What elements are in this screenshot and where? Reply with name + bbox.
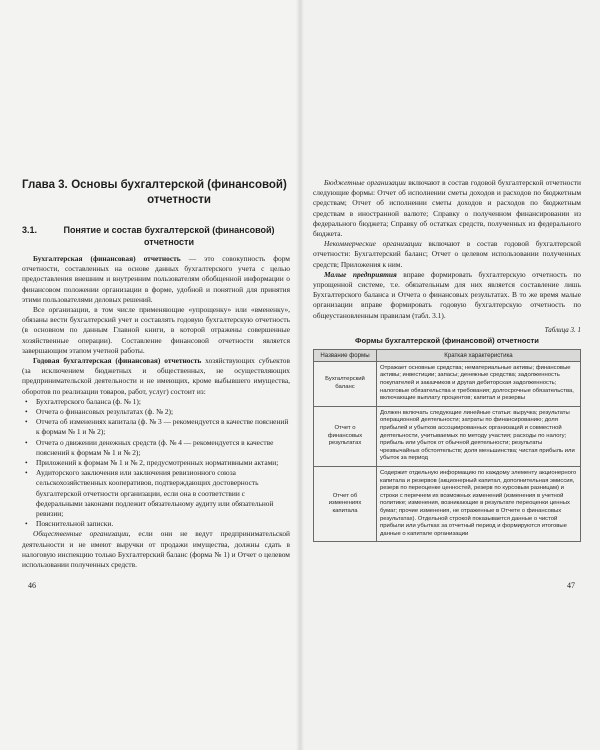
table-title: Формы бухгалтерской (финансовой) отчетности (355, 335, 539, 345)
list-item: • Приложений к формам № 1 и № 2, предусмотренных нормативными актами; (36, 458, 290, 468)
paragraph-text: , если они не ведут предпринимательской деятельности и не имеют выручки от продажи имущества, должны сдать в налоговую инспекцию только Бухгалтерский баланс (форма № 1) и Отчет о целевом использовании полученных средств. (22, 529, 291, 570)
chapter-number: Глава 3. (22, 179, 68, 191)
paragraph-text: хозяйствующих субъектов (за исключением бюджетных и общественных, не осуществляющих предпринимательской деятельности и не имеющих, кроме выбывшего имущества, оборотов по реализации товаров, работ, услуг) состоит из: (22, 356, 290, 396)
column-header-form-name: Название формы (314, 349, 377, 361)
list-item: • Бухгалтерского баланса (ф. № 1); (36, 397, 290, 407)
paragraph-organizations: Все организации, в том числе применяющие «упрощенку» или «вмененку», обязаны вести бухгалтерский учет и составлять годовую бухгалтерскую отчетность (в основном по данным Главной книги, в которой отражены совершенные хозяйственные операции). Составление финансовой отчетности является завершающим этапом учетной работы. (22, 305, 290, 355)
paragraph-text: включают в состав годовой бухгалтерской отчетности следующие формы: Отчет об исполнении сметы доходов и расходов по бюджетным средствам; Отчет об исполнении сметы доходов и расходов по бюджетным средствам в иностранной валюте; Справку о полученном финансировании из федерального бюджета; Справку об остатках средств, полученных из федерального бюджета. (313, 178, 581, 239)
page-number-left: 46 (28, 581, 36, 590)
reporting-forms-list (22, 397, 290, 530)
chapter-title: Основы бухгалтерской (финансовой) отчетности (71, 179, 287, 206)
paragraph-public-organizations (22, 529, 290, 570)
form-name-cell: Отчет об изменениях капитала (314, 466, 377, 541)
paragraph-text: вправе формировать бухгалтерскую отчетность по упрощенной системе, т.е. обязательным для них является составление лишь Бухгалтерского баланса и Отчета о финансовых результатах. В то же время малые организации вправе формировать годовую бухгалтерскую отчетность по общеустановленным правилам (табл. 3.1). (313, 269, 581, 320)
form-description-cell: Отражает основные средства; нематериальные активы; финансовые активы; инвестиции; запасы; денежные средства; задолженность покупателей и заказчиков и другая дебиторская задолженность; налоговые обязательства и требования; долгосрочные обязательства, включающие выплату процентов; капитал и резервы (377, 361, 581, 406)
list-item: • Отчета о финансовых результатах (ф. № 2); (36, 407, 290, 417)
form-name-cell: Отчет о финансовых результатах (314, 406, 377, 466)
term-small-enterprises: Малые предприятия (324, 269, 397, 279)
paragraph-text: включают в состав годовой бухгалтерской отчетности: Бухгалтерский баланс; Отчет о целевом использовании полученных средств; Приложения к ним. (313, 239, 581, 269)
list-item: • Отчета об изменениях капитала (ф. № 3 — рекомендуется в качестве пояснений к формам № 1 и № 2); (36, 417, 290, 437)
right-column (313, 178, 581, 542)
paragraph-nonprofit-organizations (313, 239, 581, 270)
form-description-cell: Должен включать следующие линейные статьи: выручка; результаты операционной деятельности; затраты по финансированию; доля прибылей и убытков ассоциированных организаций и совместной деятельности, учитываемых по методу участия; расходы по налогу; прибыль или убыток от обычной деятельности; результаты чрезвычайных обстоятельств; доля меньшинства; чистая прибыль или убыток за период (377, 406, 581, 466)
page-number-right: 47 (567, 581, 575, 590)
paragraph-annual-reporting (22, 356, 290, 397)
paragraph-text: — это совокупность форм отчетности, составленных на основе данных бухгалтерского учета с целью предоставления внешним и внутренним пользователям обобщенной информации о финансовом положении организации в форме, удобной и понятной для принятия этими пользователями деловых решений. (22, 254, 290, 304)
table-caption: Таблица 3. 1 (544, 325, 581, 334)
paragraph-small-enterprises (313, 270, 581, 321)
list-item: • Пояснительной записки. (36, 519, 290, 529)
term-nonprofit-organizations: Некоммерческие организации (324, 239, 422, 249)
table-row (314, 406, 581, 466)
term-budget-organizations: Бюджетные организации (324, 178, 406, 187)
table-row (314, 361, 581, 406)
term-financial-reporting: Бухгалтерская (финансовая) отчетность (33, 254, 181, 263)
form-name-cell: Бухгалтерский баланс (314, 361, 377, 406)
table-header-row (314, 349, 581, 361)
term-public-organizations: Общественные организации (33, 529, 129, 539)
section-heading (22, 224, 290, 248)
section-title: Понятие и состав бухгалтерской (финансовой) отчетности (63, 225, 275, 247)
column-header-description: Краткая характеристика (377, 349, 581, 361)
section-number: 3.1. (22, 225, 38, 235)
list-item: • Аудиторского заключения или заключения ревизионного союза сельскохозяйственных кооперативов, подтверждающих достоверность бухгалтерской отчетности организации, если она в соответствии с федеральными законами подлежит обязательному аудиту или обязательной ревизии; (36, 468, 290, 519)
reporting-forms-table (313, 349, 581, 542)
book-gutter (296, 0, 304, 750)
paragraph-definition (22, 254, 290, 305)
chapter-heading (22, 178, 290, 208)
form-description-cell: Содержит отдельную информацию по каждому элементу акционерного капитала и резервов (акционерный капитал, дополнительная эмиссия, резерв по переоценке ценностей, резерв по курсовым разницам) и строки с перечнем их возможных изменений (изменения в учетной политике; изменения, возникающие в результате переоценки ценных бумаг; прочие изменения, не отраженные в Отчете о финансовых результатах). Отдельной строкой показывается данные о чистой прибыли или убытках за отчетный период и формируются итоговые данные о капитале организации (377, 466, 581, 541)
list-item: • Отчета о движении денежных средств (ф. № 4 — рекомендуется в качестве пояснений к формам № 1 и № 2); (36, 438, 290, 458)
table-row (314, 466, 581, 541)
left-column (22, 178, 290, 570)
term-annual-reporting: Годовая бухгалтерская (финансовая) отчетность (33, 356, 202, 366)
paragraph-budget-organizations (313, 178, 581, 239)
